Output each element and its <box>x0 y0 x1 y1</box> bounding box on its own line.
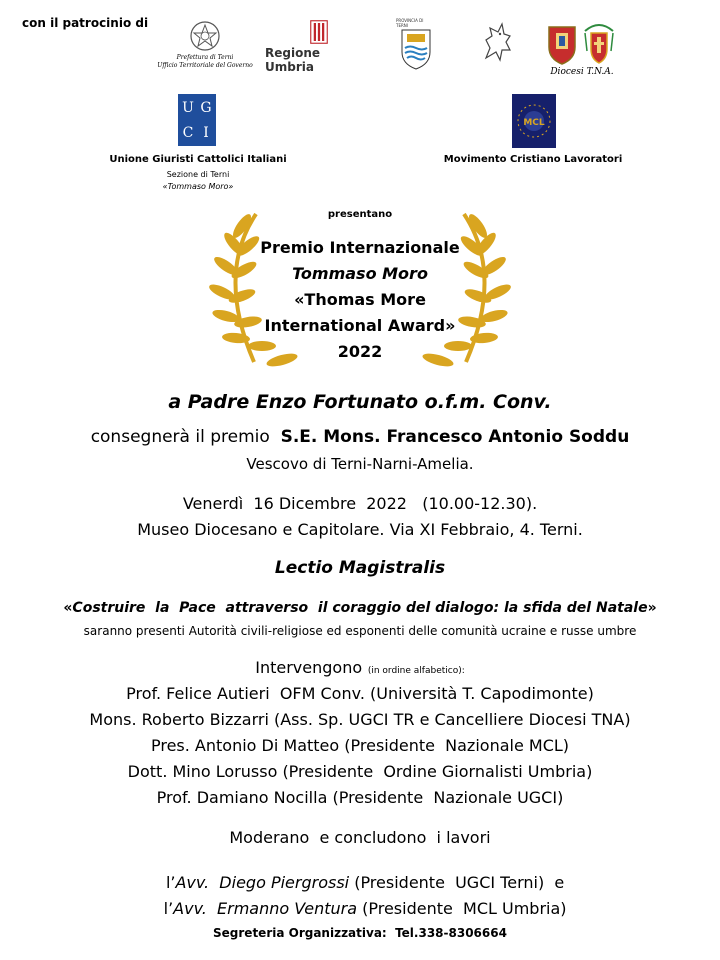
italian-emblem-icon <box>187 18 223 54</box>
regione-umbria-logo <box>265 20 373 74</box>
quote-close: » <box>647 600 657 616</box>
award-line-3: «Thomas More <box>294 290 426 309</box>
ugci-section: Sezione di Terni <box>166 170 230 179</box>
moderator-1-prefix: l’ <box>165 873 176 892</box>
speaker-item: Pres. Antonio Di Matteo (Presidente Nazionale MCL) <box>150 736 570 755</box>
speakers-heading-note: (in ordine alfabetico): <box>362 666 465 676</box>
mcl-logo-text: MCL <box>523 118 545 128</box>
presenter-prefix: consegnerà il premio <box>90 427 281 447</box>
prefettura-logo <box>157 14 253 74</box>
speaker-item: Dott. Mino Lorusso (Presidente Ordine Giornalisti Umbria) <box>127 762 593 781</box>
ugci-letter: C <box>182 124 194 141</box>
footer-contact: Segreteria Organizzativa: Tel.338-8306664 <box>213 926 507 940</box>
provincia-terni-logo <box>396 18 436 70</box>
city-griffin-logo <box>478 18 518 66</box>
award-line-4: International Award» <box>264 316 456 335</box>
moderator-2-prefix: l’ <box>163 899 174 918</box>
award-line-2: Tommaso Moro <box>292 264 428 283</box>
ugci-letter: G <box>200 99 212 116</box>
presenter-name: S.E. Mons. Francesco Antonio Soddu <box>280 427 630 447</box>
presenter-role: Vescovo di Terni-Narni-Amelia. <box>246 455 474 473</box>
moderator-2 <box>0 880 720 918</box>
mcl-logo <box>512 94 556 148</box>
regione-umbria-label: Regione Umbria <box>265 46 321 74</box>
lectio-topic: Costruire la Pace attraverso il coraggio del dialogo: la sfida del Natale <box>72 600 648 616</box>
ugci-letter: I <box>203 124 209 141</box>
event-place: Museo Diocesano e Capitolare. Via XI Febbraio, 4. Terni. <box>137 520 583 539</box>
diocesi-logo <box>540 18 624 80</box>
speaker-item: Mons. Roberto Bizzarri (Ass. Sp. UGCI TR e Cancelliere Diocesi TNA) <box>89 710 631 729</box>
presenter-line <box>0 427 720 447</box>
moderators-heading: Moderano e concludono i lavori <box>229 828 491 847</box>
regione-umbria-emblem-icon <box>307 20 331 44</box>
award-line-1: Premio Internazionale <box>260 238 460 257</box>
presentano-label: presentano <box>327 209 393 220</box>
award-year: 2022 <box>337 342 383 361</box>
provincia-text: PROVINCIA DI TERNI <box>396 18 424 28</box>
speakers-heading-line <box>0 658 720 677</box>
ugci-name: Unione Giuristi Cattolici Italiani <box>109 154 287 165</box>
mcl-name: Movimento Cristiano Lavoratori <box>443 154 623 165</box>
diocesi-shield-icon <box>547 25 577 65</box>
lectio-topic-line <box>0 600 720 616</box>
recipient: a Padre Enzo Fortunato o.f.m. Conv. <box>168 391 552 413</box>
quote-open: « <box>63 600 73 616</box>
lectio-title: Lectio Magistralis <box>274 558 446 578</box>
moderator-1-role: (Presidente UGCI Terni) e <box>349 873 565 892</box>
ugci-letter: U <box>182 99 194 116</box>
bishop-coat-of-arms-icon <box>581 21 617 65</box>
diocesi-label: Diocesi T.N.A. <box>550 67 614 77</box>
griffin-icon <box>480 20 516 64</box>
moderator-1-name: Avv. Diego Piergrossi <box>175 873 350 892</box>
speaker-item: Prof. Felice Autieri OFM Conv. (Università T. Capodimonte) <box>126 684 594 703</box>
attendance-note: saranno presenti Autorità civili-religiose ed esponenti delle comunità ucraine e russe umbre <box>83 624 637 638</box>
mcl-emblem-icon <box>512 94 556 148</box>
speaker-item: Prof. Damiano Nocilla (Presidente Nazionale UGCI) <box>156 788 564 807</box>
provincia-shield-icon <box>399 28 433 70</box>
ugci-section-name: «Tommaso Moro» <box>162 182 234 191</box>
ugci-logo <box>178 94 216 146</box>
patronage-label: con il patrocinio di <box>22 16 149 30</box>
event-date: Venerdì 16 Dicembre 2022 (10.00-12.30). <box>182 494 538 513</box>
prefettura-text: Prefettura di Terni Ufficio Territoriale del Governo <box>157 54 253 69</box>
speakers-heading: Intervengono <box>255 658 363 677</box>
moderator-2-role: (Presidente MCL Umbria) <box>357 899 567 918</box>
moderator-2-name: Avv. Ermanno Ventura <box>173 899 358 918</box>
